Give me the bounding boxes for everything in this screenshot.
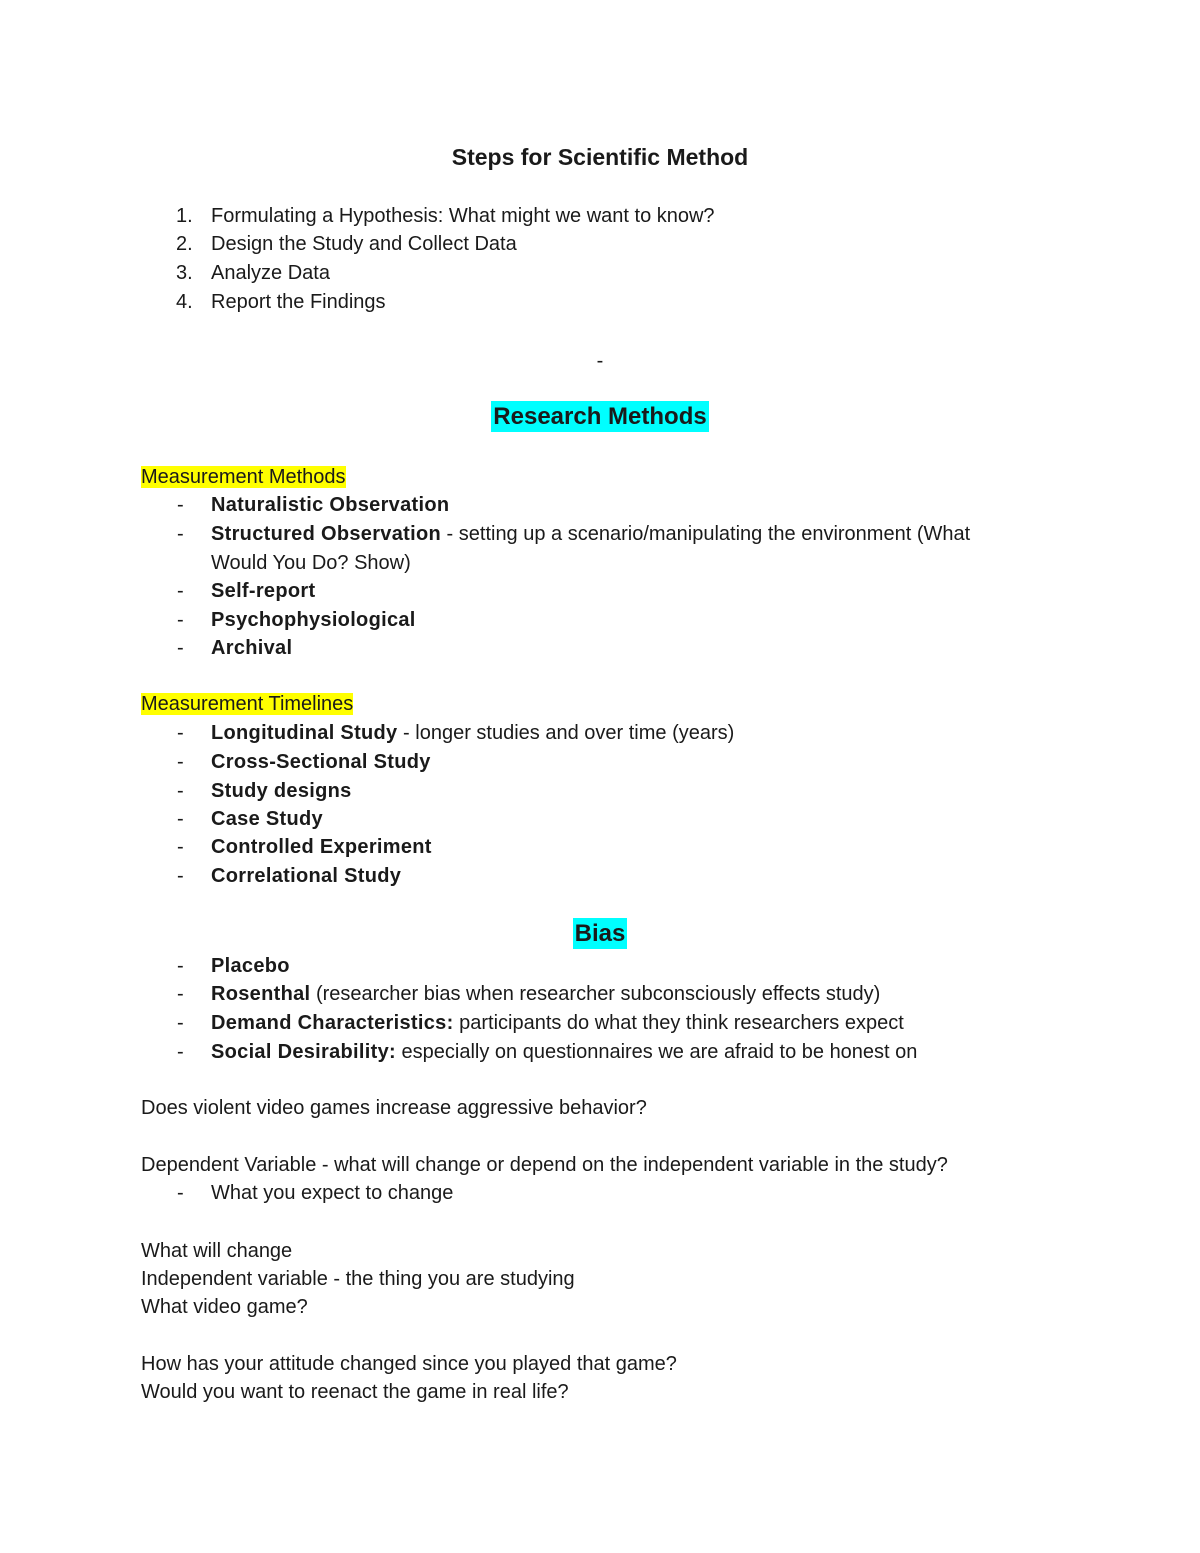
research-question: Does violent video games increase aggressive behavior?: [141, 1097, 647, 1119]
step-number: 2.: [176, 233, 193, 255]
highlighted-heading: Research Methods: [493, 403, 707, 430]
item-desc-continuation: Would You Do? Show): [211, 552, 411, 574]
item-term: Naturalistic Observation: [211, 494, 450, 516]
bullet-dash: -: [177, 751, 184, 773]
highlighted-label: Measurement Timelines: [141, 693, 354, 715]
bullet-dash: -: [177, 780, 184, 802]
item-term: Case Study: [211, 808, 323, 830]
bias-heading: [0, 922, 1200, 946]
item-term: Archival: [211, 637, 293, 659]
bullet-dash: -: [177, 955, 184, 977]
step-number: 1.: [176, 205, 193, 227]
item-term: Self-report: [211, 580, 316, 602]
bullet-dash: -: [177, 609, 184, 631]
item-term: Demand Characteristics:: [211, 1012, 454, 1034]
dependent-variable-text: Dependent Variable - what will change or depend on the independent variable in the study?: [141, 1154, 948, 1176]
item-desc: (researcher bias when researcher subconsciously effects study): [310, 983, 881, 1005]
step-text: Analyze Data: [211, 262, 330, 284]
note-line: What video game?: [141, 1296, 308, 1318]
bullet-dash: -: [177, 983, 184, 1005]
step-number: 4.: [176, 291, 193, 313]
item-desc: participants do what they think researchers expect: [453, 1012, 904, 1034]
item-term: Study designs: [211, 780, 352, 802]
research-methods-heading: [0, 405, 1200, 429]
item-term: Psychophysiological: [211, 609, 416, 631]
bullet-dash: -: [177, 580, 184, 602]
measurement-methods-label: [141, 465, 346, 489]
bullet-dash: -: [177, 836, 184, 858]
page-title: Steps for Scientific Method: [451, 144, 749, 170]
item-term: Controlled Experiment: [211, 836, 432, 858]
highlighted-label: Measurement Methods: [141, 466, 346, 488]
bullet-dash: -: [177, 1012, 184, 1034]
item-term: Placebo: [211, 955, 290, 977]
bullet-dash: -: [177, 808, 184, 830]
highlighted-heading: Bias: [574, 920, 626, 947]
item-term: Longitudinal Study: [211, 722, 398, 744]
bullet-dash: -: [177, 865, 184, 887]
bullet-dash: -: [177, 722, 184, 744]
note-line: Independent variable - the thing you are studying: [141, 1268, 575, 1290]
question-line: Would you want to reenact the game in real life?: [141, 1381, 569, 1403]
item-desc: - longer studies and over time (years): [397, 722, 735, 744]
note-line: What will change: [141, 1240, 293, 1262]
item-term: Structured Observation: [211, 523, 441, 545]
item-desc: especially on questionnaires we are afraid to be honest on: [395, 1041, 918, 1063]
separator: -: [596, 350, 604, 372]
item-term: Cross-Sectional Study: [211, 751, 431, 773]
bullet-dash: -: [177, 494, 184, 516]
step-text: Design the Study and Collect Data: [211, 233, 517, 255]
question-line: How has your attitude changed since you played that game?: [141, 1353, 677, 1375]
bullet-dash: -: [177, 1182, 184, 1204]
bullet-dash: -: [177, 1041, 184, 1063]
item-term: Social Desirability:: [211, 1041, 396, 1063]
step-number: 3.: [176, 262, 193, 284]
item-term: Correlational Study: [211, 865, 402, 887]
item-desc: What you expect to change: [211, 1182, 454, 1204]
measurement-timelines-label: [141, 692, 353, 716]
step-text: Report the Findings: [211, 291, 386, 313]
item-desc: - setting up a scenario/manipulating the environment (What: [440, 523, 971, 545]
bullet-dash: -: [177, 637, 184, 659]
item-term: Rosenthal: [211, 983, 311, 1005]
bullet-dash: -: [177, 523, 184, 545]
step-text: Formulating a Hypothesis: What might we want to know?: [211, 205, 715, 227]
